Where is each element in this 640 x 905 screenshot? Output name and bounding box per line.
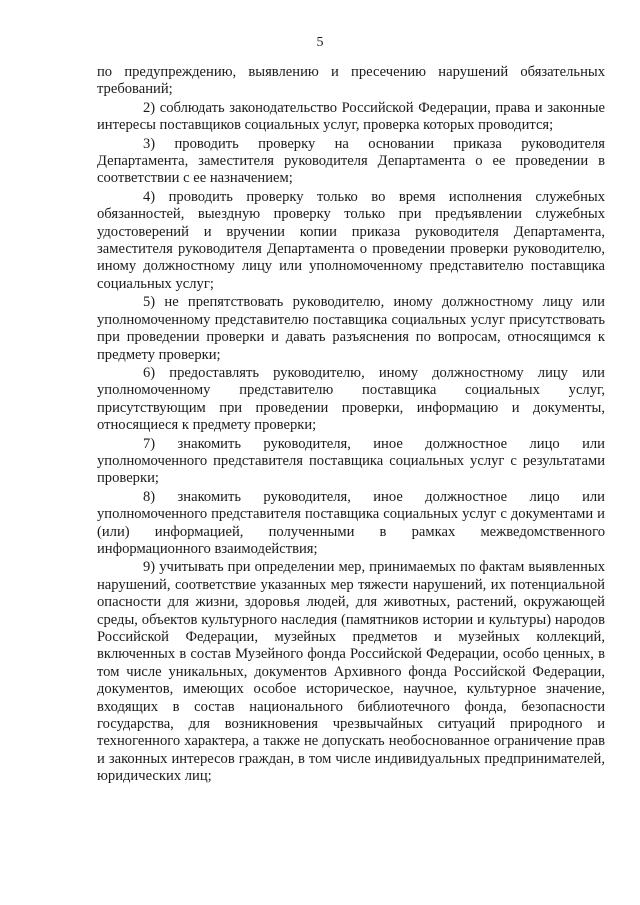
paragraph-continuation: по предупреждению, выявлению и пресечению нарушений обязательных требований;: [97, 64, 605, 98]
paragraph-item-2: 2) соблюдать законодательство Российской Федерации, права и законные интересы поставщиков социальных услуг, проверка которых проводится;: [97, 99, 605, 134]
paragraph-item-5: 5) не препятствовать руководителю, иному должностному лицу или уполномоченному представителю поставщика социальных услуг присутствовать при проведении проверки и давать разъяснения по вопросам, относящимся к предмету проверки;: [97, 294, 605, 363]
paragraph-item-3: 3) проводить проверку на основании приказа руководителя Департамента, заместителя руководителя Департамента о ее проведении в соответствии с ее назначением;: [97, 135, 605, 187]
paragraph-item-4: 4) проводить проверку только во время исполнения служебных обязанностей, выездную проверку только при предъявлении служебных удостоверений и вручении копии приказа руководителя Департамента, заместителя руководителя Департамента о проведении проверки руководителю, иному должностному лицу или уполномоченному представителю поставщика социальных услуг;: [97, 188, 605, 292]
page-number: 5: [316, 35, 324, 50]
paragraph-item-9: 9) учитывать при определении мер, принимаемых по фактам выявленных нарушений, соответствие указанных мер тяжести нарушений, их потенциальной опасности для жизни, здоровья людей, для животных, растений, окружающей среды, объектов культурного наследия (памятников истории и культуры) народов Российской Федерации, музейных предметов и музейных коллекций, включенных в состав Музейного фонда Российской Федерации, особо ценных, в том числе уникальных, документов Архивного фонда Российской Федерации, документов, имеющих особое историческое, научное, культурное значение, входящих в состав национального библиотечного фонда, безопасности государства, для возникновения чрезвычайных ситуаций природного и техногенного характера, а также не допускать необоснованное ограничение прав и законных интересов граждан, в том числе индивидуальных предпринимателей, юридических лиц;: [97, 559, 605, 785]
paragraph-item-7: 7) знакомить руководителя, иное должностное лицо или уполномоченного представителя поставщика социальных услуг с результатами проверки;: [97, 435, 605, 487]
document-body: [97, 64, 605, 787]
paragraph-item-6: 6) предоставлять руководителю, иному должностному лицу или уполномоченному представителю поставщика социальных услуг, присутствующим при проведении проверки, информацию и документы, относящиеся к предмету проверки;: [97, 364, 605, 434]
paragraph-item-8: 8) знакомить руководителя, иное должностное лицо или уполномоченного представителя поставщика социальных услуг с документами и (или) информацией, полученными в рамках межведомственного информационного взаимодействия;: [97, 488, 605, 557]
